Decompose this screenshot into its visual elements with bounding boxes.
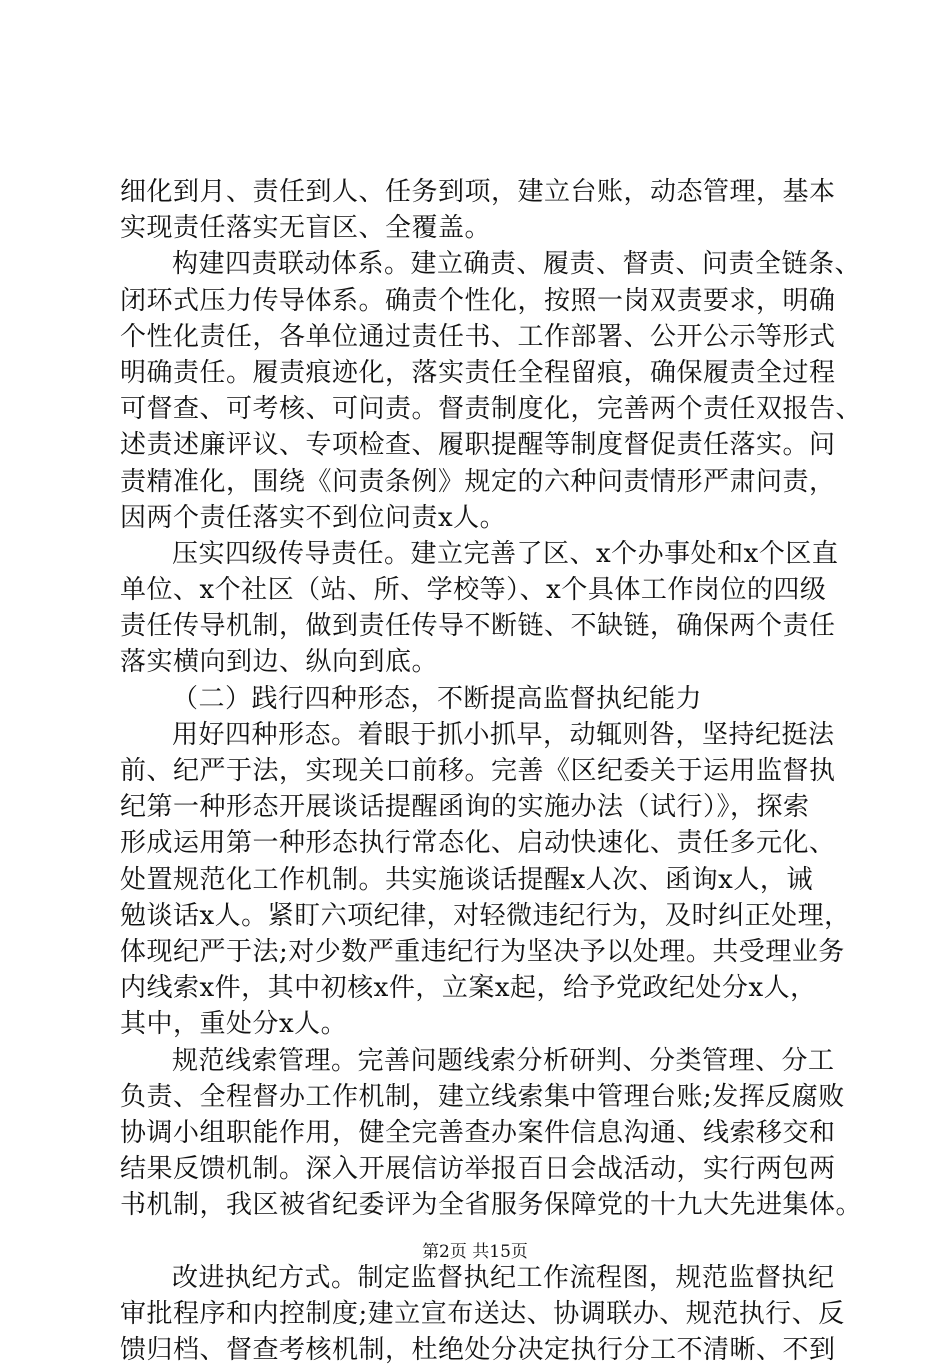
text-line: 书机制，我区被省纪委评为全省服务保障党的十九大先进集体。 <box>120 1190 863 1221</box>
text-line: 处置规范化工作机制。共实施谈话提醒x人次、函询x人，诫 <box>120 864 813 895</box>
text-line: 改进执纪方式。制定监督执纪工作流程图，规范监督执纪 <box>172 1262 835 1293</box>
text-line: 勉谈话x人。紧盯六项纪律，对轻微违纪行为，及时纠正处理， <box>120 900 851 931</box>
text-line: 明确责任。履责痕迹化，落实责任全程留痕，确保履责全过程 <box>120 357 836 388</box>
text-line: 纪第一种形态开展谈话提醒函询的实施办法（试行）》，探索 <box>120 792 810 823</box>
text-line: 因两个责任落实不到位问责x人。 <box>120 502 507 533</box>
text-line: 内线索x件，其中初核x件，立案x起，给予党政纪处分x人， <box>120 973 817 1004</box>
text-line: 述责述廉评议、专项检查、履职提醒等制度督促责任落实。问 <box>120 430 836 461</box>
text-line: 其中，重处分x人。 <box>120 1009 348 1040</box>
text-line: 实现责任落实无盲区、全覆盖。 <box>120 213 492 244</box>
body-text <box>120 174 863 1368</box>
text-line: 可督查、可考核、可问责。督责制度化，完善两个责任双报告、 <box>120 394 863 425</box>
text-line: （二）践行四种形态，不断提高监督执纪能力 <box>172 683 703 714</box>
text-line: 负责、全程督办工作机制，建立线索集中管理台账;发挥反腐败 <box>120 1081 845 1112</box>
text-line: 审批程序和内控制度;建立宣布送达、协调联办、规范执行、反 <box>120 1298 845 1329</box>
text-line: 馈归档、督查考核机制，杜绝处分决定执行分工不清晰、不到 <box>120 1335 836 1365</box>
text-line: 协调小组职能作用，健全完善查办案件信息沟通、线索移交和 <box>120 1117 836 1148</box>
text-line: 细化到月、责任到人、任务到项，建立台账，动态管理，基本 <box>120 177 836 207</box>
text-line: 责精准化，围绕《问责条例》规定的六种问责情形严肃问责， <box>120 466 836 497</box>
text-line: 责任传导机制，做到责任传导不断链、不缺链，确保两个责任 <box>120 611 836 642</box>
text-line: 落实横向到边、纵向到底。 <box>120 647 439 678</box>
text-line: 规范线索管理。完善问题线索分析研判、分类管理、分工 <box>172 1045 835 1076</box>
text-line: 构建四责联动体系。建立确责、履责、督责、问责全链条、 <box>172 249 862 280</box>
text-line: 前、纪严于法，实现关口前移。完善《区纪委关于运用监督执 <box>120 756 836 786</box>
page-footer: 第2页 共15页 <box>422 1242 528 1262</box>
text-line: 用好四种形态。着眼于抓小抓早，动辄则咎，坚持纪挺法 <box>172 719 835 750</box>
text-line: 单位、x个社区（站、所、学校等）、x个具体工作岗位的四级 <box>120 575 827 606</box>
text-line: 压实四级传导责任。建立完善了区、x个办事处和x个区直 <box>172 538 839 569</box>
text-line: 闭环式压力传导体系。确责个性化，按照一岗双责要求，明确 <box>120 285 836 316</box>
text-line: 体现纪严于法;对少数严重违纪行为坚决予以处理。共受理业务 <box>120 936 845 967</box>
text-line: 形成运用第一种形态执行常态化、启动快速化、责任多元化、 <box>120 828 836 859</box>
text-line: 个性化责任，各单位通过责任书、工作部署、公开公示等形式 <box>120 321 836 352</box>
text-line: 结果反馈机制。深入开展信访举报百日会战活动，实行两包两 <box>120 1154 836 1185</box>
